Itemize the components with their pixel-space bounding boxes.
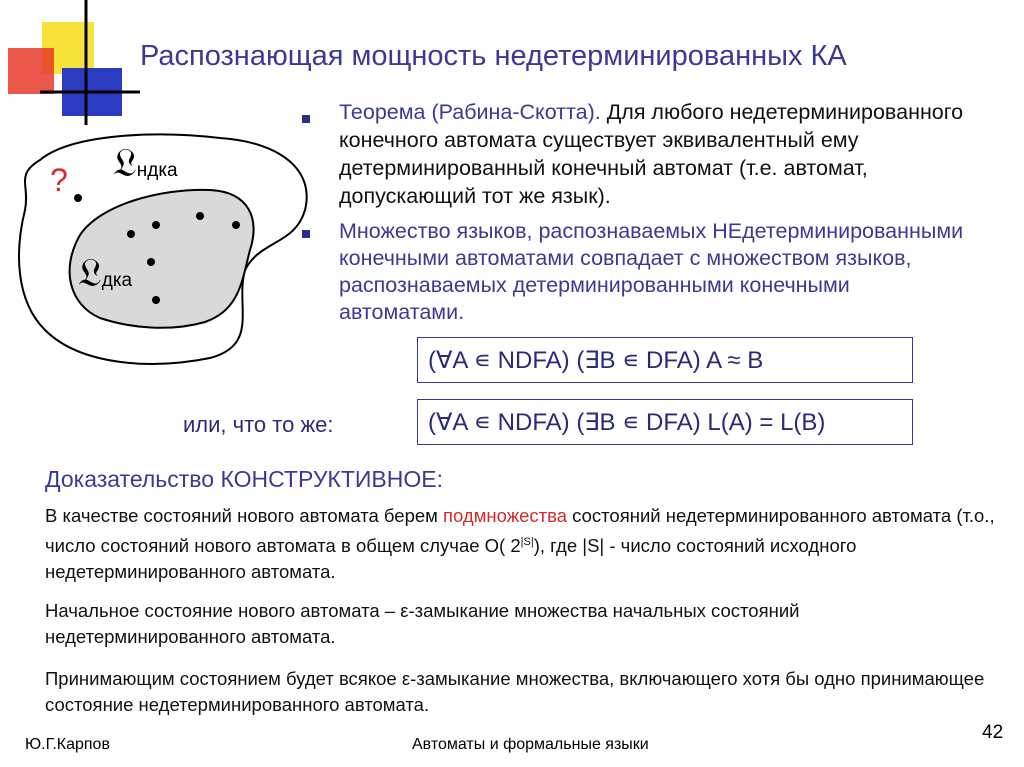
point [152,221,160,229]
para-text: состояний недетерминированного автомата (т.о., число состояний нового автомата в общем случае O( 2 [45,505,995,557]
theorem-text: Для любого недетерминированного конечного автомата существует эквивалентный ему детерминированный конечный автомат (т.е. автомат, допускающий тот же язык). [339,100,964,208]
point [74,194,82,202]
bullet-icon [302,115,310,123]
formula-language-equality: (∀A ∊ NDFA) (∃B ∊ DFA) L(A) = L(B) [417,399,913,445]
point [152,296,160,304]
para-text: ), где |S| - число состояний исходного недетерминированного автомата. [45,535,857,583]
proof-paragraph-initial-state: Начальное состояние нового автомата – ε-замыкание множества начальных состояний недетерминированного автомата. [45,600,800,647]
ndfa-label-symbol: 𝔏 [113,140,137,186]
dfa-label-sub: дка [101,270,133,291]
footer-author: Ю.Г.Карпов [25,736,110,753]
proof-heading: Доказательство КОНСТРУКТИВНОЕ: [45,466,443,492]
corner-decoration [0,0,140,125]
or-label: или, что то же: [183,412,334,437]
ndfa-label [113,140,178,186]
page-title: Распознающая мощность недетерминированных КА [140,40,847,72]
footer-course: Автоматы и формальные языки [412,736,649,753]
point [147,258,155,266]
bullet-icon [302,230,310,238]
dfa-label [78,250,132,296]
exponent: |S| [520,536,534,548]
theorem-bullet [339,98,999,210]
question-mark: ? [50,162,68,198]
point [196,212,204,220]
dfa-label-symbol: 𝔏 [78,250,102,296]
point [232,221,240,229]
proof-paragraph-accepting-state: Принимающим состоянием будет всякое ε-замыкание множества, включающего хотя бы одно принимающее состояние недетерминированного автомата. [45,668,985,715]
theorem-name: Теорема (Рабина-Скотта). [339,100,601,124]
ndfa-label-sub: ндка [136,160,178,181]
formula-equivalence: (∀A ∊ NDFA) (∃B ∊ DFA) A ≈ B [417,337,913,383]
para-text: В качестве состояний нового автомата берем [45,505,444,526]
page-number: 42 [982,722,1004,743]
proof-paragraph-subsets [45,503,995,585]
equivalence-bullet: Множество языков, распознаваемых НЕдетерминированными конечными автоматами совпадает с множеством языков, распознаваемых детерминированными конечными автоматами. [339,219,964,324]
subsets-highlight: подмножества [443,505,568,526]
point [127,230,135,238]
